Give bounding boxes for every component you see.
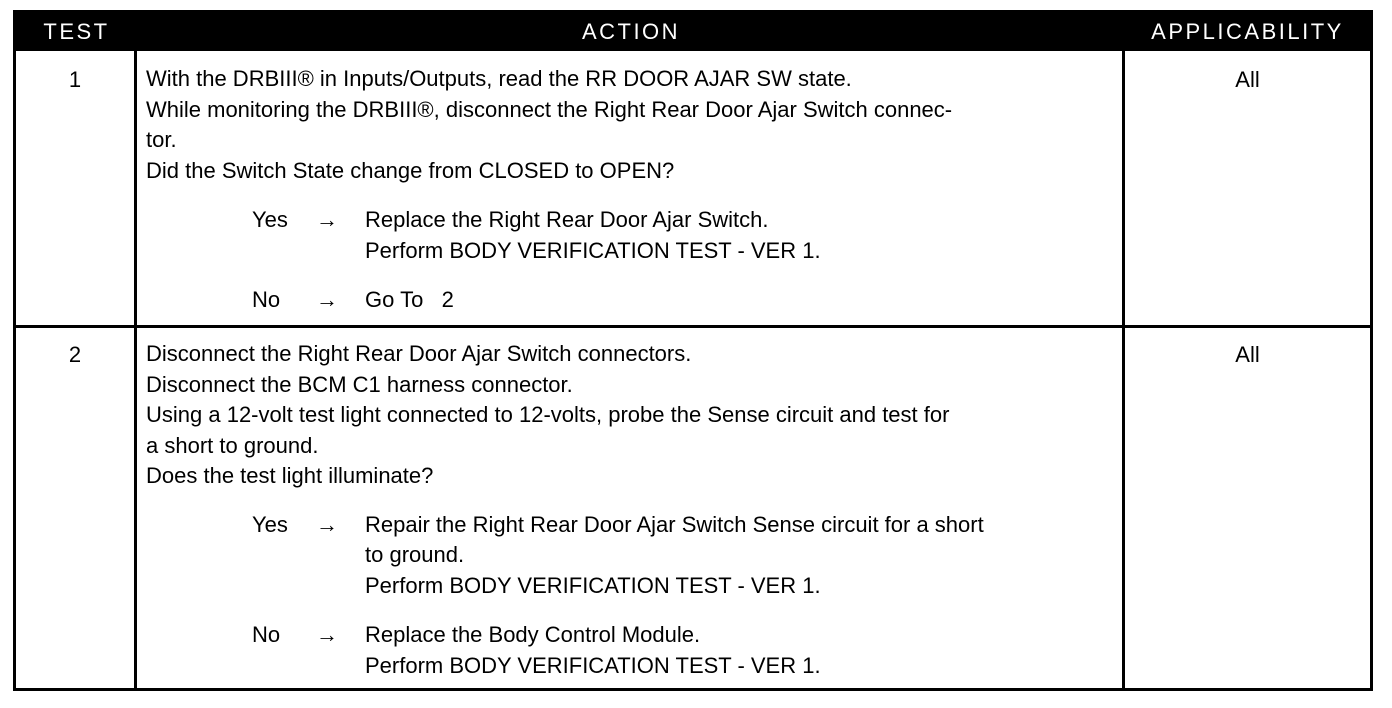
arrow-right-icon: → (316, 511, 338, 537)
action-line: a short to ground. (146, 432, 319, 458)
table-header (16, 13, 1370, 51)
action-line: While monitoring the DRBIII®, disconnect the Right Rear Door Ajar Switch connec- (146, 96, 953, 122)
yes-label: Yes (252, 511, 288, 537)
header-action: ACTION (581, 19, 681, 44)
action-line: Using a 12-volt test light connected to 12-volts, probe the Sense circuit and test for (146, 402, 950, 427)
action-cell-1 (146, 64, 1116, 316)
action-cell-2 (146, 339, 1116, 681)
test-number-2: 2 (68, 342, 82, 367)
no-branch-1 (252, 285, 1116, 316)
yes-result (365, 510, 1116, 602)
applicability-1: All (1235, 67, 1260, 92)
no-result (365, 285, 1116, 316)
row-divider (16, 325, 1370, 328)
arrow-right-icon: → (316, 622, 338, 647)
action-line: Did the Switch State change from CLOSED to OPEN? (146, 157, 675, 183)
action-line: Disconnect the BCM C1 harness connector. (146, 371, 573, 397)
no-result (365, 620, 1116, 681)
result-line: Repair the Right Rear Door Ajar Switch Sense circuit for a short (365, 511, 984, 537)
result-line: Perform BODY VERIFICATION TEST - VER 1. (365, 572, 821, 598)
no-branch-2 (252, 620, 1116, 681)
applicability-2: All (1235, 342, 1260, 367)
result-line: Go To 2 (365, 287, 454, 312)
yes-branch-2 (252, 510, 1116, 602)
action-line: With the DRBIII® in Inputs/Outputs, read the RR DOOR AJAR SW state. (146, 66, 852, 91)
arrow-right-icon: → (316, 287, 338, 312)
test-number-1: 1 (68, 67, 82, 92)
result-line: Perform BODY VERIFICATION TEST - VER 1. (365, 237, 821, 263)
no-label: No (252, 622, 281, 647)
diagnostic-test-table (13, 10, 1373, 691)
result-line: Replace the Right Rear Door Ajar Switch. (365, 207, 769, 232)
action-line: Disconnect the Right Rear Door Ajar Switch connectors. (146, 341, 692, 366)
result-line: Replace the Body Control Module. (365, 622, 701, 647)
result-line: Perform BODY VERIFICATION TEST - VER 1. (365, 652, 821, 678)
yes-result (365, 205, 1116, 266)
header-applicability: APPLICABILITY (1151, 19, 1344, 44)
action-line: Does the test light illuminate? (146, 463, 434, 488)
result-line: to ground. (365, 542, 465, 567)
yes-label: Yes (252, 207, 288, 232)
arrow-right-icon: → (316, 207, 338, 232)
yes-branch-1 (252, 205, 1116, 266)
header-test: TEST (43, 19, 110, 44)
column-divider-test-action (134, 13, 137, 688)
action-line: tor. (146, 127, 177, 152)
no-label: No (252, 287, 281, 312)
